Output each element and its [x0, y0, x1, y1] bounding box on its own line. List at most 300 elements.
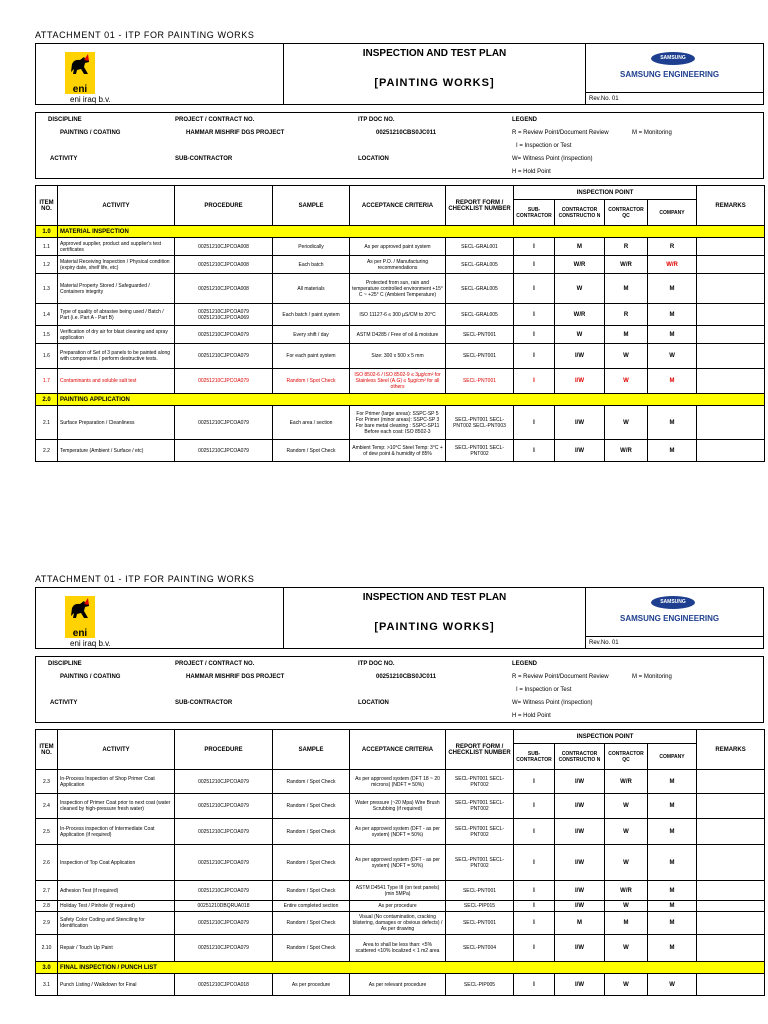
procedure-cell: 00251210CJPCOA008 — [175, 238, 273, 256]
table-1-body — [36, 226, 765, 462]
item-number: 3.1 — [36, 974, 58, 996]
itp-table-1 — [35, 185, 765, 462]
activity-cell: Inspection of Top Coat Application — [58, 845, 175, 881]
section-number: 3.0 — [36, 962, 58, 974]
contractor-qc-point: W — [605, 935, 648, 962]
itp-doc-label: ITP DOC NO. — [358, 117, 395, 123]
col-report: REPORT FORM / CHECKLIST NUMBER — [446, 730, 514, 770]
col-acceptance: ACCEPTANCE CRITERIA — [350, 186, 446, 226]
company-point: M — [648, 794, 697, 819]
table-row — [36, 256, 765, 274]
project-label: PROJECT / CONTRACT NO. — [175, 661, 255, 667]
sample-cell: All materials — [273, 274, 350, 304]
info-block — [35, 656, 764, 723]
acceptance-cell: As per approved system (DFT - as per system) (NDFT = 50%) — [350, 845, 446, 881]
project-label: PROJECT / CONTRACT NO. — [175, 117, 255, 123]
contractor-construction-point: M — [555, 238, 605, 256]
table-row — [36, 935, 765, 962]
contractor-qc-point: W/R — [605, 440, 648, 462]
table-row — [36, 974, 765, 996]
subcontractor-point: I — [514, 819, 555, 845]
subcontractor-point: I — [514, 912, 555, 935]
remarks-cell — [697, 326, 765, 344]
legend-inspection: I = Inspection or Test — [516, 143, 572, 149]
report-cell: SECL-GRAL001 — [446, 238, 514, 256]
col-procedure: PROCEDURE — [175, 186, 273, 226]
contractor-construction-point: I/W — [555, 794, 605, 819]
col-report: REPORT FORM / CHECKLIST NUMBER — [446, 186, 514, 226]
contractor-construction-point: I/W — [555, 935, 605, 962]
item-number: 2.9 — [36, 912, 58, 935]
activity-cell: Inspection of Primer Coat prior to next coat (water cleaned by high-pressure fresh water) — [58, 794, 175, 819]
subcontractor-point: I — [514, 935, 555, 962]
acceptance-cell: Visual (No contamination, cracking blistering, damages or obvious defects) / As per drawing — [350, 912, 446, 935]
section-row — [36, 394, 765, 406]
table-row — [36, 819, 765, 845]
procedure-cell: 00251210CJPCOA079 — [175, 935, 273, 962]
header-block — [35, 587, 764, 649]
contractor-qc-point: W — [605, 794, 648, 819]
legend-hold: H = Hold Point — [512, 713, 551, 719]
company-point: M — [648, 770, 697, 794]
contractor-construction-point: W — [555, 326, 605, 344]
subcontractor-point: I — [514, 369, 555, 394]
table-row — [36, 901, 765, 912]
activity-cell: Repair / Touch Up Paint — [58, 935, 175, 962]
report-cell: SECL-PNT004 — [446, 935, 514, 962]
item-number: 1.3 — [36, 274, 58, 304]
sample-cell: Random / Spot Check — [273, 819, 350, 845]
remarks-cell — [697, 440, 765, 462]
subcontractor-label: SUB-CONTRACTOR — [175, 156, 233, 162]
subcontractor-point: I — [514, 974, 555, 996]
contractor-construction-point: W/R — [555, 256, 605, 274]
acceptance-cell: As per procedure — [350, 901, 446, 912]
subcontractor-point: I — [514, 326, 555, 344]
subcontractor-point: I — [514, 881, 555, 901]
table-row — [36, 794, 765, 819]
sample-cell: As per procedure — [273, 974, 350, 996]
activity-cell: In-Process Inspection of Shop Primer Coat Application — [58, 770, 175, 794]
procedure-cell: 00251210CJPCOA079 — [175, 912, 273, 935]
contractor-qc-point: M — [605, 326, 648, 344]
samsung-engineering-text: SAMSUNG ENGINEERING — [620, 614, 720, 623]
itp-doc-label: ITP DOC NO. — [358, 661, 395, 667]
remarks-cell — [697, 912, 765, 935]
col-contractor-qc: CONTRACTOR QC — [605, 744, 648, 770]
itp-title: INSPECTION AND TEST PLAN — [362, 592, 507, 603]
activity-cell: Type of quality of abrasive being used / Batch / Part (i.e. Part A - Part B) — [58, 304, 175, 326]
procedure-cell: 00251210CJPCOA079 — [175, 406, 273, 440]
col-sample: SAMPLE — [273, 730, 350, 770]
contractor-construction-point: W — [555, 274, 605, 304]
itp-table-2 — [35, 729, 765, 996]
item-number: 2.3 — [36, 770, 58, 794]
remarks-cell — [697, 881, 765, 901]
acceptance-cell: Size: 300 x 500 x 5 mm — [350, 344, 446, 369]
remarks-cell — [697, 369, 765, 394]
col-company: COMPANY — [648, 744, 697, 770]
report-cell: SECL-PNT001 SECL-PNT002 SECL-PNT003 — [446, 406, 514, 440]
activity-label: ACTIVITY — [50, 156, 78, 162]
table-row — [36, 912, 765, 935]
remarks-cell — [697, 304, 765, 326]
contractor-qc-point: R — [605, 304, 648, 326]
company-point: M — [648, 901, 697, 912]
discipline-label: DISCIPLINE — [48, 661, 82, 667]
item-number: 2.4 — [36, 794, 58, 819]
subcontractor-point: I — [514, 440, 555, 462]
report-cell: SECL-PNT001 — [446, 344, 514, 369]
table-2-body — [36, 770, 765, 996]
company-point: W/R — [648, 256, 697, 274]
col-remarks: REMARKS — [697, 730, 765, 770]
company-point: M — [648, 274, 697, 304]
item-number: 1.2 — [36, 256, 58, 274]
contractor-qc-point: R — [605, 238, 648, 256]
contractor-construction-point: I/W — [555, 440, 605, 462]
itp-title: INSPECTION AND TEST PLAN — [362, 48, 507, 59]
col-item: ITEM NO. — [36, 730, 58, 770]
company-point: R — [648, 238, 697, 256]
col-procedure: PROCEDURE — [175, 730, 273, 770]
item-number: 2.8 — [36, 901, 58, 912]
sample-cell: For each paint system — [273, 344, 350, 369]
procedure-cell: 00251210CJPCOA079 — [175, 881, 273, 901]
legend-label: LEGEND — [512, 117, 538, 123]
activity-label: ACTIVITY — [50, 700, 78, 706]
discipline-value: PAINTING / COATING — [60, 130, 121, 136]
legend-monitoring: M = Monitoring — [632, 674, 672, 680]
eni-dog-icon — [62, 50, 98, 96]
remarks-cell — [697, 974, 765, 996]
acceptance-cell: As per approved system (DFT 18 ~ 20 microns) (NDFT = 50%) — [350, 770, 446, 794]
col-inspection-point: INSPECTION POINT — [514, 186, 697, 200]
remarks-cell — [697, 344, 765, 369]
table-row — [36, 881, 765, 901]
report-cell: SECL-PNT001 SECL-PNT002 — [446, 845, 514, 881]
acceptance-cell: As per relevant procedure — [350, 974, 446, 996]
col-activity: ACTIVITY — [58, 186, 175, 226]
header-title-block — [284, 588, 586, 648]
remarks-cell — [697, 256, 765, 274]
procedure-cell: 00251210CJPCOA079 — [175, 845, 273, 881]
procedure-cell: 00251210CJPCOA079 — [175, 326, 273, 344]
location-label: LOCATION — [358, 156, 389, 162]
report-cell: SECL-GRAL005 — [446, 256, 514, 274]
attachment-title: ATTACHMENT 01 - ITP FOR PAINTING WORKS — [35, 30, 255, 40]
section-title: MATERIAL INSPECTION — [58, 226, 765, 238]
contractor-construction-point: I/W — [555, 369, 605, 394]
contractor-qc-point: W — [605, 406, 648, 440]
activity-cell: Safety Color Coding and Stenciling for Identification — [58, 912, 175, 935]
legend-label: LEGEND — [512, 661, 538, 667]
sample-cell: Every shift / day — [273, 326, 350, 344]
report-cell: SECL-GRAL005 — [446, 274, 514, 304]
company-point: M — [648, 819, 697, 845]
col-sub: SUB-CONTRACTOR — [514, 200, 555, 226]
table-row — [36, 304, 765, 326]
header-block — [35, 43, 764, 105]
remarks-cell — [697, 238, 765, 256]
sample-cell: Random / Spot Check — [273, 881, 350, 901]
contractor-qc-point: W — [605, 369, 648, 394]
col-contractor-qc: CONTRACTOR QC — [605, 200, 648, 226]
item-number: 2.1 — [36, 406, 58, 440]
contractor-qc-point: W — [605, 845, 648, 881]
section-row — [36, 226, 765, 238]
samsung-engineering-text: SAMSUNG ENGINEERING — [620, 70, 720, 79]
remarks-cell — [697, 819, 765, 845]
subcontractor-point: I — [514, 344, 555, 369]
sample-cell: Each batch — [273, 256, 350, 274]
subcontractor-label: SUB-CONTRACTOR — [175, 700, 233, 706]
project-value: HAMMAR MISHRIF DGS PROJECT — [186, 674, 285, 680]
remarks-cell — [697, 794, 765, 819]
activity-cell: Contaminants and soluble salt test — [58, 369, 175, 394]
itp-doc-value: 00251210CBS0JC011 — [376, 130, 437, 136]
itp-subtitle: [PAINTING WORKS] — [374, 77, 495, 89]
sample-cell: Random / Spot Check — [273, 369, 350, 394]
table-row — [36, 369, 765, 394]
remarks-cell — [697, 935, 765, 962]
company-point: M — [648, 326, 697, 344]
procedure-cell: 00251210CJPCOA008 — [175, 274, 273, 304]
company-point: M — [648, 845, 697, 881]
section-number: 2.0 — [36, 394, 58, 406]
itp-subtitle: [PAINTING WORKS] — [374, 621, 495, 633]
table-row — [36, 274, 765, 304]
rev-no: Rev.No. 01 — [586, 636, 763, 648]
company-point: M — [648, 881, 697, 901]
company-left-name: eni iraq b.v. — [70, 639, 111, 648]
procedure-cell: 00251210CJPCOA018 — [175, 974, 273, 996]
subcontractor-point: I — [514, 256, 555, 274]
acceptance-cell: ASTM D4285 / Free of oil & moisture — [350, 326, 446, 344]
legend-witness: W= Witness Point (Inspection) — [512, 156, 593, 162]
legend-monitoring: M = Monitoring — [632, 130, 672, 136]
report-cell: SECL-PIP015 — [446, 901, 514, 912]
eni-logo — [36, 44, 284, 104]
section-title: PAINTING APPLICATION — [58, 394, 765, 406]
report-cell: SECL-PIP005 — [446, 974, 514, 996]
item-number: 2.7 — [36, 881, 58, 901]
samsung-oval-icon: SAMSUNG — [651, 596, 695, 609]
discipline-label: DISCIPLINE — [48, 117, 82, 123]
report-cell: SECL-PNT001 — [446, 881, 514, 901]
company-point: M — [648, 406, 697, 440]
legend-inspection: I = Inspection or Test — [516, 687, 572, 693]
contractor-qc-point: W/R — [605, 770, 648, 794]
table-row — [36, 845, 765, 881]
sample-cell: Random / Spot Check — [273, 935, 350, 962]
activity-cell: Temperature (Ambient / Surface / etc) — [58, 440, 175, 462]
section-title: FINAL INSPECTION / PUNCH LIST — [58, 962, 765, 974]
remarks-cell — [697, 274, 765, 304]
contractor-qc-point: M — [605, 274, 648, 304]
acceptance-cell: As per approved paint system — [350, 238, 446, 256]
contractor-qc-point: W/R — [605, 881, 648, 901]
table-row — [36, 770, 765, 794]
contractor-construction-point: W/R — [555, 304, 605, 326]
activity-cell: Adhesion Test (if required) — [58, 881, 175, 901]
rev-no: Rev.No. 01 — [586, 92, 763, 104]
acceptance-cell: ISO 8502-6 / ISO 8502-9 ≤ 3µg/cm² for Stainless Steel (A.G) ≤ 5µg/cm² for all others — [350, 369, 446, 394]
activity-cell: Material Property Stored / Safeguarded / Containers integrity — [58, 274, 175, 304]
contractor-qc-point: M — [605, 912, 648, 935]
procedure-cell: 00251210CJPCOA079 — [175, 344, 273, 369]
procedure-cell: 00251210CJPCOA079 — [175, 770, 273, 794]
company-point: W — [648, 344, 697, 369]
company-point: W — [648, 974, 697, 996]
procedure-cell: 00251210CJPCOA008 — [175, 256, 273, 274]
sample-cell: Entire completed section — [273, 901, 350, 912]
report-cell: SECL-PNT001 — [446, 369, 514, 394]
contractor-construction-point: I/W — [555, 845, 605, 881]
eni-logo-text: eni — [72, 84, 88, 95]
company-point: M — [648, 440, 697, 462]
report-cell: SECL-PNT001 SECL-PNT002 — [446, 440, 514, 462]
company-point: M — [648, 912, 697, 935]
acceptance-cell: ASTM D4541 Type III (on test panels) (min 5MPa) — [350, 881, 446, 901]
contractor-construction-point: I/W — [555, 406, 605, 440]
sample-cell: Random / Spot Check — [273, 794, 350, 819]
contractor-construction-point: I/W — [555, 881, 605, 901]
eni-logo-text: eni — [72, 628, 88, 639]
legend-hold: H = Hold Point — [512, 169, 551, 175]
header-title-block — [284, 44, 586, 104]
contractor-construction-point: I/W — [555, 819, 605, 845]
acceptance-cell: ISO 11127-6 ≤ 300 µS/CM to 20°C — [350, 304, 446, 326]
remarks-cell — [697, 901, 765, 912]
acceptance-cell: As per P.O. / Manufacturing recommendations — [350, 256, 446, 274]
sample-cell: Random / Spot Check — [273, 770, 350, 794]
col-acceptance: ACCEPTANCE CRITERIA — [350, 730, 446, 770]
report-cell: SECL-GRAL005 — [446, 304, 514, 326]
item-number: 1.1 — [36, 238, 58, 256]
activity-cell: Holiday Test / Pinhole (if required) — [58, 901, 175, 912]
col-sample: SAMPLE — [273, 186, 350, 226]
subcontractor-point: I — [514, 845, 555, 881]
contractor-qc-point: W — [605, 901, 648, 912]
sample-cell: Random / Spot Check — [273, 912, 350, 935]
report-cell: SECL-PNT001 — [446, 912, 514, 935]
activity-cell: Surface Preparation / Cleanliness — [58, 406, 175, 440]
subcontractor-point: I — [514, 274, 555, 304]
sample-cell: Random / Spot Check — [273, 440, 350, 462]
item-number: 1.5 — [36, 326, 58, 344]
contractor-qc-point: W — [605, 974, 648, 996]
section-number: 1.0 — [36, 226, 58, 238]
itp-doc-value: 00251210CBS0JC011 — [376, 674, 437, 680]
acceptance-cell: Ambient Temp: >10°C Steel Temp: 3°C + of dew point & humidity of 85% — [350, 440, 446, 462]
legend-review: R = Review Point/Document Review — [512, 130, 609, 136]
activity-cell: Verification of dry air for blast cleaning and spray application — [58, 326, 175, 344]
procedure-cell: 00251210CJPCOA079 — [175, 794, 273, 819]
report-cell: SECL-PNT001 — [446, 326, 514, 344]
acceptance-cell: Water pressure (~20 Mpa) Wire Brush Scrubbing (if required) — [350, 794, 446, 819]
remarks-cell — [697, 770, 765, 794]
acceptance-cell: As per approved system (DFT - as per system) (NDFT = 50%) — [350, 819, 446, 845]
activity-cell: In-Process inspection of Intermediate Coat Application (if required) — [58, 819, 175, 845]
col-contractor-construction: CONTRACTOR CONSTRUCTIO N — [555, 744, 605, 770]
attachment-title: ATTACHMENT 01 - ITP FOR PAINTING WORKS — [35, 574, 255, 584]
remarks-cell — [697, 845, 765, 881]
procedure-cell: 00251210CJPCOA079 — [175, 819, 273, 845]
col-contractor-construction: CONTRACTOR CONSTRUCTIO N — [555, 200, 605, 226]
table-row — [36, 344, 765, 369]
item-number: 2.2 — [36, 440, 58, 462]
acceptance-cell: For Primer (large areas): SSPC-SP 5 For Primer (minor areas): SSPC-SP 3 For bare metal cleaning : SSPC-SP11 Before each coat: ISO 8502-3 — [350, 406, 446, 440]
col-inspection-point: INSPECTION POINT — [514, 730, 697, 744]
col-sub: SUB-CONTRACTOR — [514, 744, 555, 770]
contractor-qc-point: W — [605, 344, 648, 369]
activity-cell: Material Receiving Inspection / Physical condition (expiry date, shelf life, etc) — [58, 256, 175, 274]
item-number: 2.6 — [36, 845, 58, 881]
sample-cell: Periodically — [273, 238, 350, 256]
eni-logo — [36, 588, 284, 648]
contractor-qc-point: W/R — [605, 256, 648, 274]
procedure-cell: 00251210CJPCOA079 — [175, 440, 273, 462]
subcontractor-point: I — [514, 794, 555, 819]
samsung-oval-icon: SAMSUNG — [651, 52, 695, 65]
contractor-construction-point: M — [555, 912, 605, 935]
contractor-construction-point: I/W — [555, 901, 605, 912]
legend-witness: W= Witness Point (Inspection) — [512, 700, 593, 706]
activity-cell: Preparation of Set of 3 panels to be painted along with components / perform destructive tests. — [58, 344, 175, 369]
report-cell: SECL-PNT001 SECL-PNT002 — [446, 794, 514, 819]
table-row — [36, 440, 765, 462]
col-remarks: REMARKS — [697, 186, 765, 226]
subcontractor-point: I — [514, 238, 555, 256]
subcontractor-point: I — [514, 304, 555, 326]
item-number: 1.6 — [36, 344, 58, 369]
section-row — [36, 962, 765, 974]
table-row — [36, 238, 765, 256]
samsung-logo — [586, 44, 763, 104]
item-number: 1.4 — [36, 304, 58, 326]
item-number: 2.5 — [36, 819, 58, 845]
location-label: LOCATION — [358, 700, 389, 706]
acceptance-cell: Protected from sun, rain and temperature controlled environment +15° C ~ +25° C (Ambient Temperature) — [350, 274, 446, 304]
info-block — [35, 112, 764, 179]
contractor-construction-point: I/W — [555, 770, 605, 794]
activity-cell: Punch Listing / Walkdown for Final — [58, 974, 175, 996]
table-row — [36, 406, 765, 440]
samsung-logo — [586, 588, 763, 648]
company-point: M — [648, 935, 697, 962]
procedure-cell: 00251210CJPCOA079 00251210CJPCOA069 — [175, 304, 273, 326]
col-item: ITEM NO. — [36, 186, 58, 226]
remarks-cell — [697, 406, 765, 440]
eni-dog-icon — [62, 594, 98, 640]
sample-cell: Each area / section — [273, 406, 350, 440]
legend-review: R = Review Point/Document Review — [512, 674, 609, 680]
contractor-qc-point: W — [605, 819, 648, 845]
procedure-cell: 00251210CJPCOA079 — [175, 369, 273, 394]
sample-cell: Random / Spot Check — [273, 845, 350, 881]
report-cell: SECL-PNT001 SECL-PNT002 — [446, 819, 514, 845]
report-cell: SECL-PNT001 SECL-PNT002 — [446, 770, 514, 794]
subcontractor-point: I — [514, 901, 555, 912]
sample-cell: Each batch / paint system — [273, 304, 350, 326]
subcontractor-point: I — [514, 406, 555, 440]
discipline-value: PAINTING / COATING — [60, 674, 121, 680]
item-number: 2.10 — [36, 935, 58, 962]
company-point: M — [648, 304, 697, 326]
contractor-construction-point: I/W — [555, 974, 605, 996]
activity-cell: Approved supplier, product and supplier's test certificates — [58, 238, 175, 256]
